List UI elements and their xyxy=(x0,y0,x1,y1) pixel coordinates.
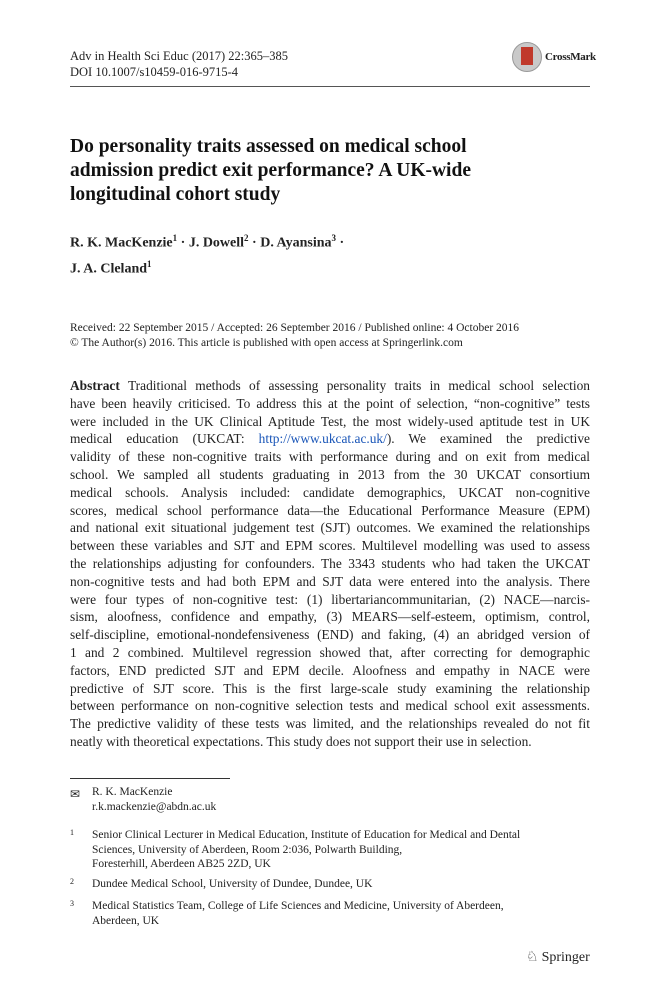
abstract-line: were included in the UK Clinical Aptitude Test, the most widely-used aptitude test in UK xyxy=(70,413,590,429)
abstract-line: predictive of SJT score. This is the first large-scale study examining the relationship xyxy=(70,680,590,696)
springer-logo xyxy=(526,949,590,966)
author-list: R. K. MacKenzie$^1$ · J. Dowell$^2$ · D. Ayansina$^3$ · J. A. Cleland$^1$ xyxy=(70,233,345,277)
abstract-line: sism, aloofness, confidence and empathy, (3) MEARS—self-esteem, optimism, control, xyxy=(70,609,590,625)
author-affiliation-mark: 3 xyxy=(331,233,337,243)
author: J. A. Cleland xyxy=(70,261,148,277)
affiliation-number: 3 xyxy=(70,899,74,908)
author-affiliation-mark: 1 xyxy=(147,258,152,269)
publication-dates xyxy=(70,321,519,350)
abstract-line: school. We sampled all students graduating in 2013 from the 30 UKCAT consortium xyxy=(70,466,590,482)
abstract-line: validity of these non-cognitive traits with performance during and on exit from medical xyxy=(70,449,590,465)
abstract-line: neatly with theoretical expectations. This study does not support their use in selection. xyxy=(70,733,532,749)
affiliation-number: 1 xyxy=(70,828,74,837)
corresponding-name: R. K. MacKenzie xyxy=(92,786,173,798)
journal-citation xyxy=(70,48,288,80)
author: J. Dowell xyxy=(188,235,245,251)
springer-horse-icon: ♘ xyxy=(526,950,539,965)
publisher-name: Springer xyxy=(541,949,590,965)
abstract-line: were four types of non-cognitive test: (1) libertariancommunitarian, (2) NACE—narcis- xyxy=(70,591,590,607)
affiliation-line: Senior Clinical Lecturer in Medical Education, Institute of Education for Medical and Dental xyxy=(92,829,521,841)
abstract-line: factors, END predicted SJT and EPM decile. Aloofness and empathy in NACE were xyxy=(70,662,590,678)
abstract-line: self-discipline, emotional-nondefensiveness (END) and faking, (4) an abridged version of xyxy=(70,627,590,643)
paper-title: Do personality traits assessed on medical school admission predict exit performance? A UK-wide longitudinal cohort study xyxy=(70,136,471,205)
affiliation-1 xyxy=(70,828,590,872)
abstract-line: 1 and 2 combined. Multilevel regression showed that, after correcting for demographic xyxy=(70,644,590,660)
abstract-line: non-cognitive tests and had both EPM and SJT data were entered into the analysis. There xyxy=(70,573,590,589)
affiliation-line: Foresterhill, Aberdeen AB25 2ZD, UK xyxy=(92,858,271,870)
dates-line: Received: 22 September 2015 / Accepted: 26 September 2016 / Published online: 4 October 2016 xyxy=(70,322,520,334)
abstract-line: The predictive validity of these tests was limited, and the relationships revealed do not fit xyxy=(70,716,590,732)
corresponding-email[interactable]: r.k.mackenzie@abdn.ac.uk xyxy=(92,800,217,813)
crossmark-label: CrossMark xyxy=(545,51,596,63)
author: D. Ayansina xyxy=(260,235,332,251)
affiliation-3 xyxy=(70,899,590,928)
abstract-line: between these variables and SJT and EPM scores. Multilevel modelling was used to assess xyxy=(70,538,590,554)
abstract-line: Abstract Traditional methods of assessing personality traits in medical school selection xyxy=(70,378,591,393)
footnote-divider xyxy=(70,778,230,779)
abstract-line: between performance on non-cognitive selection tests and medical school exit assessments. xyxy=(70,698,590,714)
author-affiliation-mark: 2 xyxy=(244,233,249,243)
envelope-icon: ✉ xyxy=(70,787,81,801)
abstract-line: medical education (UKCAT: http://www.ukcat.ac.uk/). We examined the predictive xyxy=(70,431,590,447)
author-affiliation-mark: 1 xyxy=(172,233,178,243)
author: R. K. MacKenzie xyxy=(70,235,173,251)
affiliation-line: Sciences, University of Aberdeen, Room 2:036, Polwarth Building, xyxy=(92,843,403,856)
affiliation-number: 2 xyxy=(70,877,74,886)
affiliation-line: Dundee Medical School, University of Dundee, Dundee, UK xyxy=(92,878,373,890)
abstract-line: the relationships adjusting for confounders. The 3343 students who had taken the UKCAT xyxy=(70,555,590,571)
journal-line: Adv in Health Sci Educ (2017) 22:365–385 xyxy=(70,49,289,63)
abstract-line: and national exit situational judgement test (SJT) outcomes. We examined the relationships xyxy=(70,520,590,536)
affiliation-line: Aberdeen, UK xyxy=(92,914,160,927)
affiliation-2 xyxy=(70,877,590,892)
abstract-heading: Abstract xyxy=(70,378,120,393)
abstract xyxy=(70,377,590,751)
abstract-line: medical schools. Analysis included: candidate demographics, UKCAT non-cognitive xyxy=(70,484,590,500)
copyright-line: © The Author(s) 2016. This article is published with open access at Springerlink.com xyxy=(70,336,463,349)
ukcat-link[interactable]: http://www.ukcat.ac.uk/ xyxy=(258,431,387,447)
abstract-line: have been heavily criticised. To address this at the point of selection, “non-cognitive” tests xyxy=(70,395,590,411)
corresponding-author xyxy=(70,785,216,814)
affiliation-line: Medical Statistics Team, College of Life Sciences and Medicine, University of Aberdeen, xyxy=(92,900,504,912)
crossmark-icon xyxy=(512,42,542,72)
crossmark-badge[interactable] xyxy=(512,42,596,72)
header-divider xyxy=(70,86,590,87)
doi-line: DOI 10.1007/s10459-016-9715-4 xyxy=(70,65,239,79)
abstract-line: scores, medical school performance data—the Educational Performance Measure (EPM) xyxy=(70,502,590,518)
